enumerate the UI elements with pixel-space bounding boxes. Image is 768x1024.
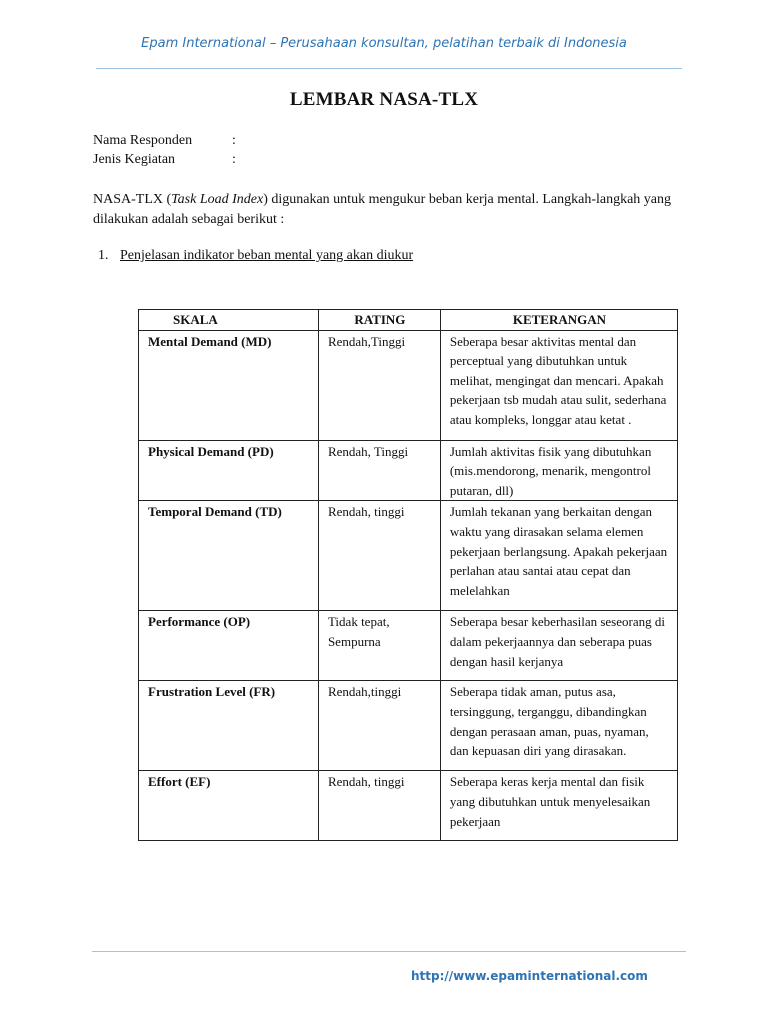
description-cell: Seberapa tidak aman, putus asa, tersinggung, terganggu, dibandingkan dengan perasaan aman, puas, nyaman, dan kepuasan diri yang dirasakan. (440, 681, 677, 771)
description-cell: Jumlah tekanan yang berkaitan dengan waktu yang dirasakan selama elemen pekerjaan berlangsung. Apakah pekerjaan perlahan atau santai atau cepat dan melelahkan (440, 501, 677, 611)
scale-cell: Frustration Level (FR) (139, 681, 319, 771)
intro-suffix: ) digunakan untuk mengukur beban kerja mental. Langkah-langkah yang dilakukan adalah sebagai berikut : (93, 192, 672, 227)
scale-cell: Temporal Demand (TD) (139, 501, 319, 611)
description-cell: Seberapa keras kerja mental dan fisik yang dibutuhkan untuk menyelesaikan pekerjaan (440, 771, 677, 841)
step-text: Penjelasan indikator beban mental yang akan diukur (120, 248, 414, 263)
intro-prefix: NASA-TLX ( (93, 192, 172, 207)
field-jenis-kegiatan (93, 152, 236, 168)
header-skala: SKALA (139, 310, 319, 331)
intro-italic: Task Load Index (171, 192, 264, 207)
table-row (139, 611, 678, 681)
rating-cell: Tidak tepat, Sempurna (318, 611, 440, 681)
field-nama-responden (93, 133, 236, 149)
table-row (139, 330, 678, 440)
scale-cell: Physical Demand (PD) (139, 440, 319, 501)
field-colon: : (232, 152, 236, 167)
table-row (139, 681, 678, 771)
field-label: Nama Responden (93, 133, 193, 148)
field-colon: : (232, 133, 236, 148)
header-rating: RATING (318, 310, 440, 331)
header-divider (96, 68, 682, 69)
table-row (139, 501, 678, 611)
rating-cell: Rendah, tinggi (318, 501, 440, 611)
intro-paragraph (93, 190, 673, 230)
description-cell: Jumlah aktivitas fisik yang dibutuhkan (mis.mendorong, menarik, mengontrol putaran, dll) (440, 440, 677, 501)
document-title: LEMBAR NASA-TLX (289, 89, 479, 110)
scale-cell: Mental Demand (MD) (139, 330, 319, 440)
nasa-tlx-table (138, 309, 678, 841)
description-cell: Seberapa besar aktivitas mental dan perceptual yang dibutuhkan untuk melihat, mengingat dan mencari. Apakah pekerjaan tsb mudah atau sulit, sederhana atau kompleks, longgar atau ketat . (440, 330, 677, 440)
rating-cell: Rendah, tinggi (318, 771, 440, 841)
step-1 (98, 248, 413, 264)
rating-cell: Rendah, Tinggi (318, 440, 440, 501)
footer-url-link[interactable]: http://www.epaminternational.com (411, 969, 648, 983)
description-cell: Seberapa besar keberhasilan seseorang di dalam pekerjaannya dan seberapa puas dengan hasil kerjanya (440, 611, 677, 681)
table-row (139, 771, 678, 841)
rating-cell: Rendah,tinggi (318, 681, 440, 771)
table-header-row (139, 310, 678, 331)
header-keterangan: KETERANGAN (440, 310, 677, 331)
step-number: 1. (98, 248, 109, 263)
scale-cell: Effort (EF) (139, 771, 319, 841)
page-header-text: Epam International – Perusahaan konsultan, pelatihan terbaik di Indonesia (141, 36, 627, 51)
field-label: Jenis Kegiatan (93, 152, 176, 167)
footer-divider (92, 951, 686, 952)
rating-cell: Rendah,Tinggi (318, 330, 440, 440)
table-row (139, 440, 678, 501)
scale-cell: Performance (OP) (139, 611, 319, 681)
